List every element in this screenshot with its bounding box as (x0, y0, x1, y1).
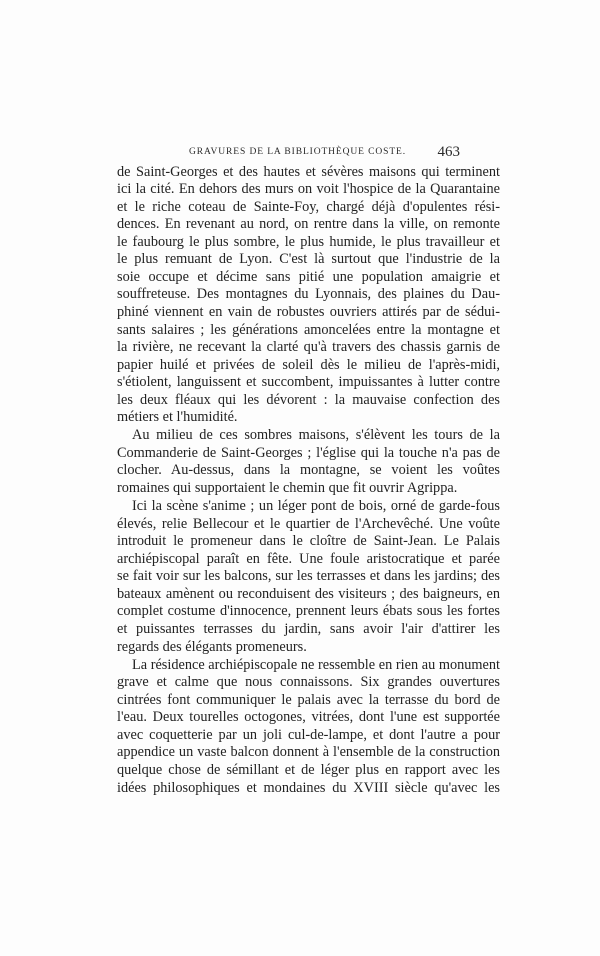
text-line: métiers et l'humidité. (117, 409, 238, 426)
text-line: sants salaires ; les générations amoncelées entre la montagne et (117, 321, 500, 338)
text-line: et le riche coteau de Sainte-Foy, chargé déjà d'opulentes rési- (117, 198, 500, 215)
text-line: les deux fléaux qui les dévorent : la mauvaise confection des (117, 391, 500, 408)
text-line: romaines qui supportaient le chemin que fit ouvrir Agrippa. (117, 480, 458, 497)
text-line: soie occupe et décime sans pitié une population amaigrie et (117, 268, 500, 285)
text-line: grave et calme que nous connaissons. Six grandes ouvertures (117, 674, 500, 691)
text-line: Commanderie de Saint-Georges ; l'église qui la touche n'a pas de (117, 444, 500, 461)
text-line: le plus remuant de Lyon. C'est là surtout que l'industrie de la (117, 251, 500, 268)
page-number: 463 (437, 144, 460, 160)
text-line: papier huilé et privées de soleil dès le milieu de l'après-midi, (117, 356, 500, 373)
text-line: avec coquetterie par un joli cul-de-lampe, et dont l'autre a pour (117, 726, 500, 743)
running-title: GRAVURES DE LA BIBLIOTHÈQUE COSTE. (189, 147, 406, 157)
body-text (117, 163, 500, 797)
text-line: la rivière, ne recevant la clarté qu'à travers des chassis garnis de (117, 339, 500, 356)
text-line: quelque chose de sémillant et de léger plus en rapport avec les (117, 761, 500, 778)
text-line: Ici la scène s'anime ; un léger pont de bois, orné de garde-fous (132, 498, 500, 515)
text-line: ici la cité. En dehors des murs on voit l'hospice de la Quarantaine (117, 181, 500, 198)
text-line: La résidence archiépiscopale ne ressemble en rien au monument (132, 656, 500, 673)
text-line: cintrées font communiquer le palais avec la terrasse du bord de (117, 691, 500, 708)
text-line: se fait voir sur les balcons, sur les terrasses et dans les jardins; des (117, 568, 500, 585)
text-line: élevés, relie Bellecour et le quartier de l'Archevêché. Une voûte (117, 515, 500, 532)
paragraph (117, 657, 500, 797)
text-line: idées philosophiques et mondaines du XVIII siècle qu'avec les (117, 779, 500, 796)
text-line: et puissantes terrasses du jardin, sans avoir l'air d'attirer les (117, 621, 500, 637)
paragraph (117, 427, 500, 497)
text-line: complet costume d'innocence, prennent leurs ébats sous les fortes (117, 603, 500, 620)
text-line: de Saint-Georges et des hautes et sévères maisons qui terminent (117, 163, 500, 180)
paragraph (117, 164, 500, 427)
text-line: bateaux amènent ou reconduisent des visiteurs ; des baigneurs, en (117, 585, 500, 602)
text-line: souffreteuse. Des montagnes du Lyonnais, des plaines du Dau- (117, 286, 500, 303)
text-line: appendice un vaste balcon donnent à l'ensemble de la construction (117, 744, 500, 761)
page-header (117, 144, 460, 162)
text-line: s'étiolent, languissent et succombent, impuissantes à lutter contre (117, 374, 500, 391)
text-line: archiépiscopal paraît en fête. Une foule aristocratique et parée (117, 550, 500, 567)
text-line: phiné viennent en vain de robustes ouvriers attirés par de sédui- (117, 303, 500, 320)
text-line: regards des élégants promeneurs. (117, 638, 307, 655)
paragraph (117, 498, 500, 656)
text-line: dences. En revenant au nord, on rentre dans la ville, on remonte (117, 216, 500, 233)
text-line: Au milieu de ces sombres maisons, s'élèvent les tours de la (132, 427, 500, 444)
text-line: l'eau. Deux tourelles octogones, vitrées, dont l'une est supportée (117, 709, 500, 726)
text-line: introduit le promeneur dans le cloître de Saint-Jean. Le Palais (117, 533, 500, 550)
text-line: clocher. Au-dessus, dans la montagne, se voient les voûtes (117, 462, 500, 479)
text-line: le faubourg le plus sombre, le plus humide, le plus travailleur et (117, 233, 500, 250)
